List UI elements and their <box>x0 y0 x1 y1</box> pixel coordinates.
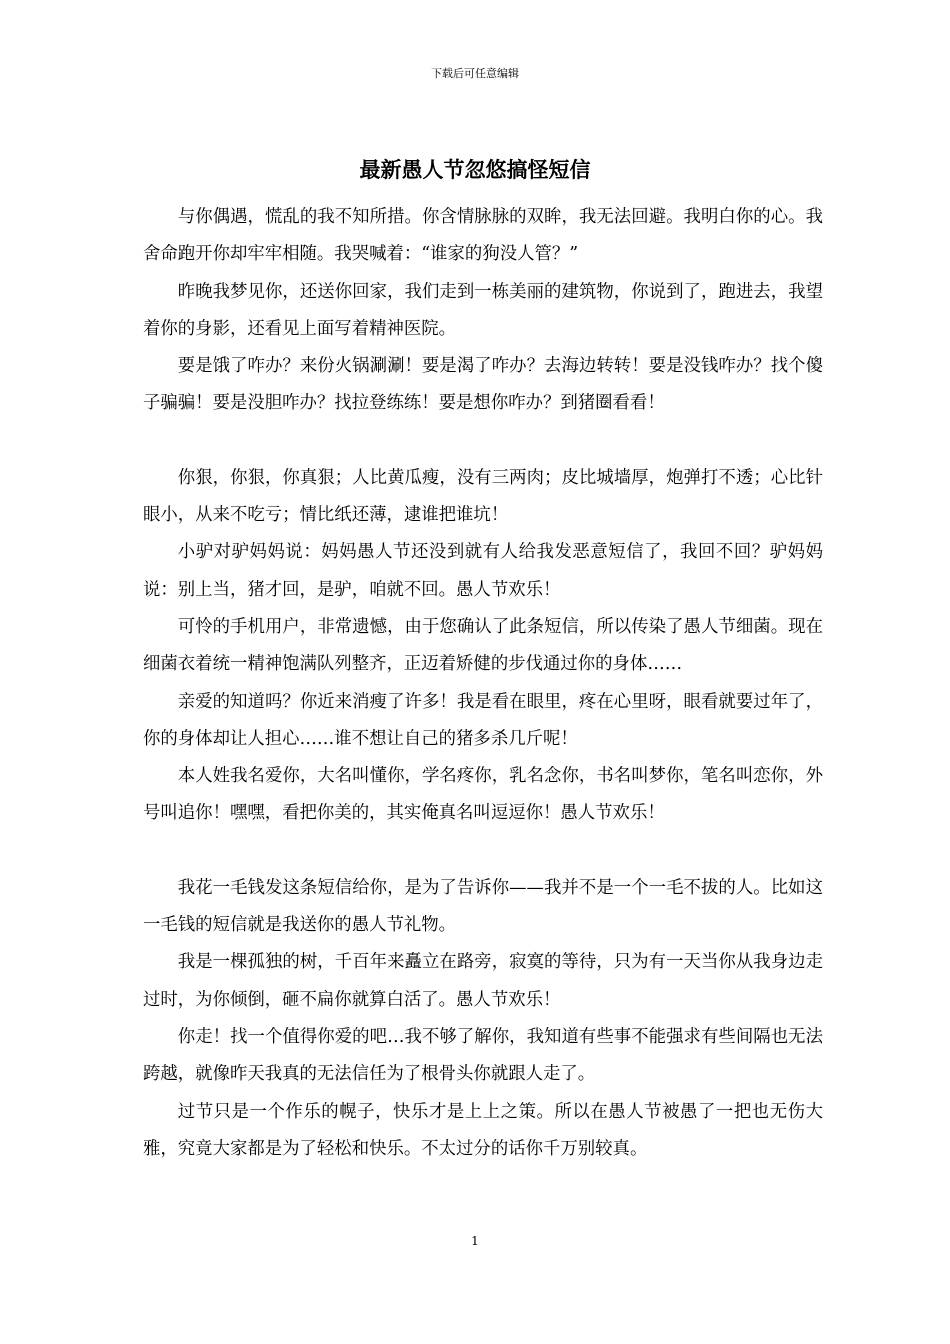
paragraph-1: 与你偶遇，慌乱的我不知所措。你含情脉脉的双眸，我无法回避。我明白你的心。我舍命跑开你却牢牢相随。我哭喊着：“谁家的狗没人管？” <box>143 207 823 265</box>
paragraph-3: 要是饿了咋办？来份火锅涮涮！要是渴了咋办？去海边转转！要是没钱咋办？找个傻子骗骗！要是没胆咋办？找拉登练练！要是想你咋办？到猪圈看看！ <box>143 356 823 414</box>
paragraph-10: 我是一棵孤独的树，千百年来矗立在路旁，寂寞的等待，只为有一天当你从我身边走过时，为你倾倒，砸不扁你就算白活了。愚人节欢乐！ <box>143 952 823 1010</box>
paragraph-5: 小驴对驴妈妈说：妈妈愚人节还没到就有人给我发恶意短信了，我回不回？驴妈妈说：别上当，猪才回，是驴，咱就不回。愚人节欢乐！ <box>143 542 823 600</box>
paragraph-8: 本人姓我名爱你，大名叫懂你，学名疼你，乳名念你，书名叫梦你，笔名叫恋你，外号叫追你！嘿嘿，看把你美的，其实俺真名叫逗逗你！愚人节欢乐！ <box>143 766 823 824</box>
document-title: 最新愚人节忽悠搞怪短信 <box>359 157 591 182</box>
paragraph-11: 你走！找一个值得你爱的吧…我不够了解你，我知道有些事不能强求有些间隔也无法跨越，就像昨天我真的无法信任为了根骨头你就跟人走了。 <box>143 1026 823 1085</box>
paragraph-12: 过节只是一个作乐的幌子，快乐才是上上之策。所以在愚人节被愚了一把也无伤大雅，究竟大家都是为了轻松和快乐。不太过分的话你千万别较真。 <box>143 1101 823 1159</box>
page-header: 下载后可任意编辑 <box>431 67 519 80</box>
paragraph-2: 昨晚我梦见你，还送你回家，我们走到一栋美丽的建筑物，你说到了，跑进去，我望着你的身影，还看见上面写着精神医院。 <box>143 281 823 339</box>
paragraph-4: 你狠，你狠，你真狠；人比黄瓜瘦，没有三两肉；皮比城墙厚，炮弹打不透；心比针眼小，从来不吃亏；情比纸还薄，逮谁把谁坑！ <box>143 467 823 526</box>
paragraph-7: 亲爱的知道吗？你近来消瘦了许多！我是看在眼里，疼在心里呀，眼看就要过年了，你的身体却让人担心……谁不想让自己的猪多杀几斤呢！ <box>143 691 823 749</box>
document-body <box>143 199 823 1168</box>
paragraph-6: 可怜的手机用户，非常遗憾，由于您确认了此条短信，所以传染了愚人节细菌。现在细菌衣着统一精神饱满队列整齐，正迈着矫健的步伐通过你的身体…… <box>143 616 823 675</box>
page-number: 1 <box>471 1234 479 1248</box>
paragraph-9: 我花一毛钱发这条短信给你，是为了告诉你——我并不是一个一毛不拔的人。比如这一毛钱的短信就是我送你的愚人节礼物。 <box>143 877 823 936</box>
